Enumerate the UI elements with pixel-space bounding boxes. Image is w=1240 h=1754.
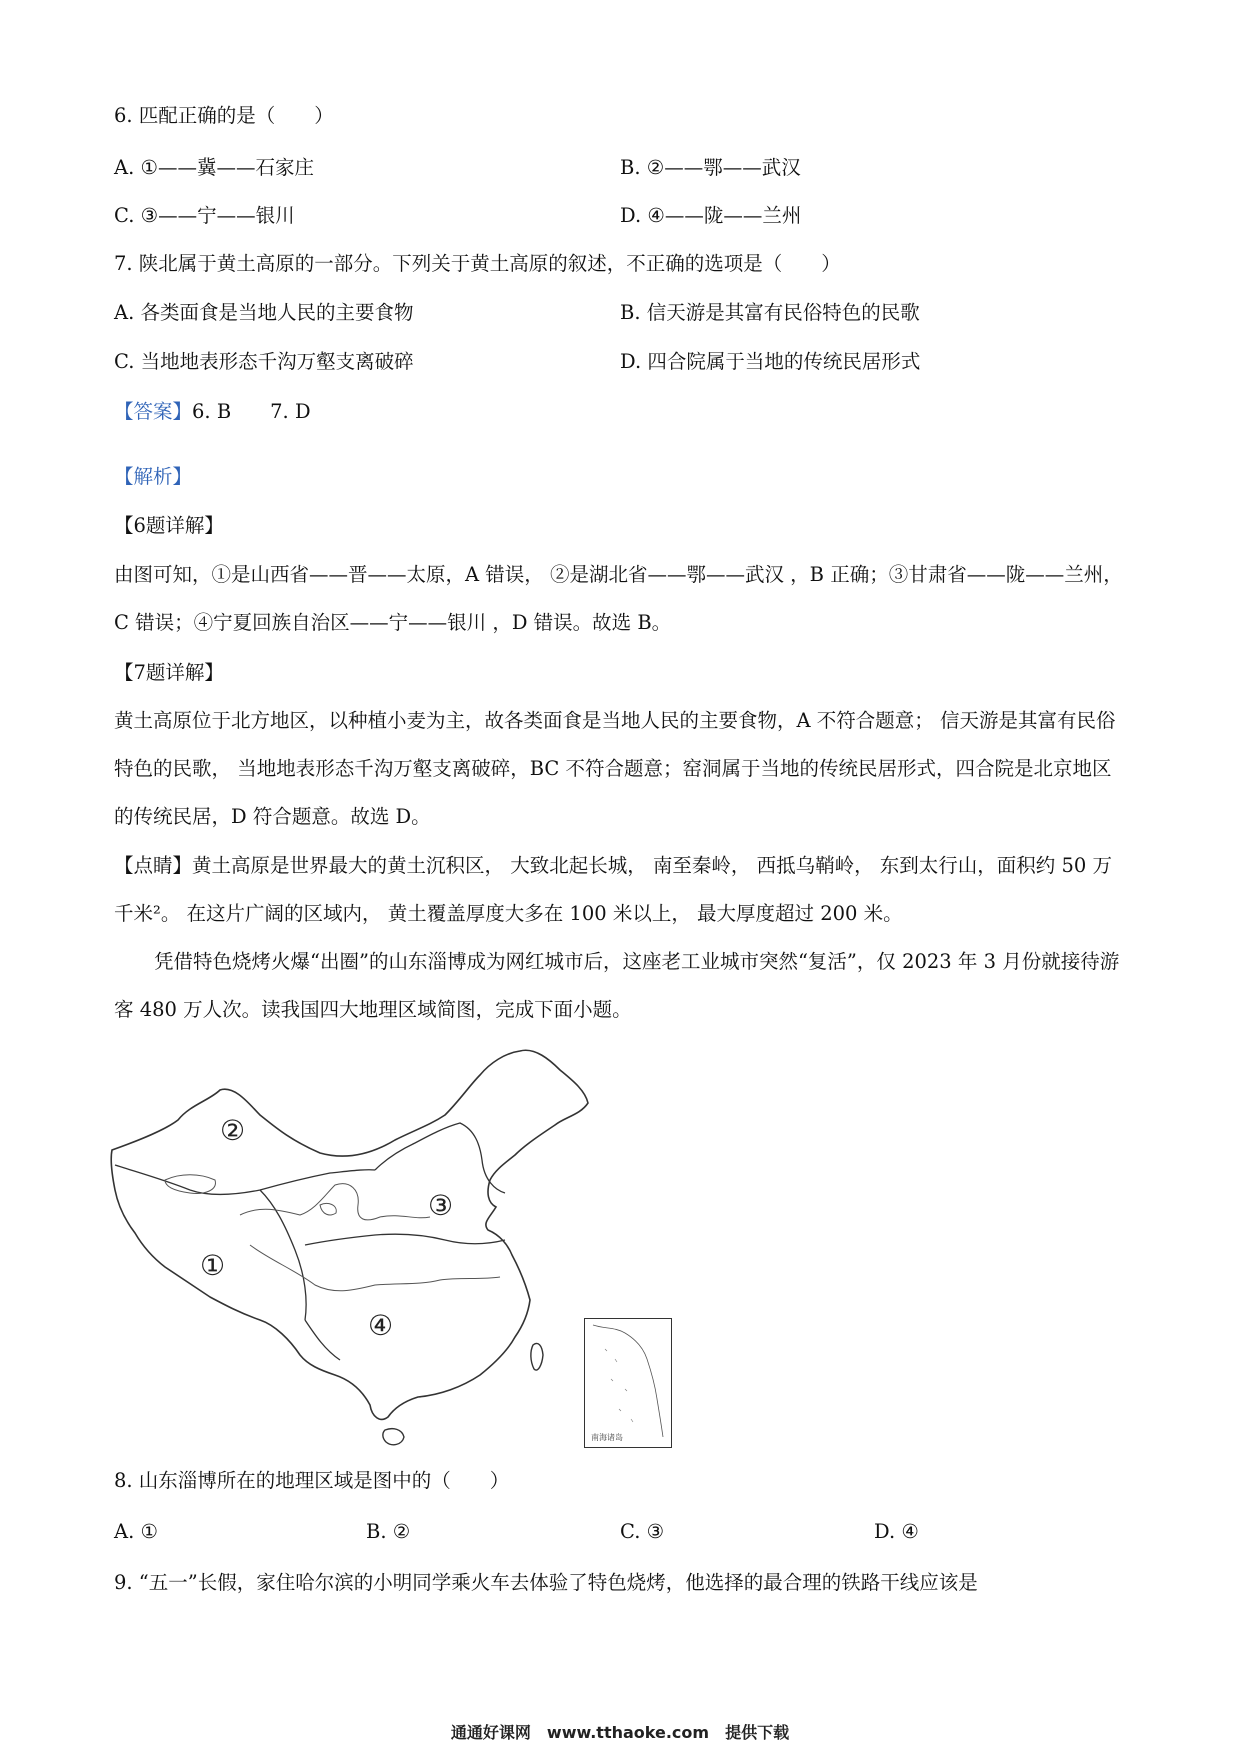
taiwan-island bbox=[531, 1343, 543, 1370]
northwest-boundary bbox=[115, 1165, 375, 1195]
inset-coastline bbox=[585, 1319, 671, 1447]
q6-option-a: A. ①——冀——石家庄 bbox=[114, 156, 314, 179]
q8-option-d: D. ④ bbox=[874, 1520, 919, 1543]
page-footer: 通通好课网 www.tthaoke.com 提供下载 bbox=[450, 1723, 790, 1742]
q7-option-b: B. 信天游是其富有民俗特色的民歌 bbox=[620, 301, 920, 324]
q7-option-c: C. 当地地表形态千沟万壑支离破碎 bbox=[114, 350, 414, 373]
analysis-label: 【解析】 bbox=[114, 465, 193, 488]
region-4-label: ④ bbox=[368, 1309, 394, 1342]
q7-stem: 7. 陕北属于黄土高原的一部分。下列关于黄土高原的叙述，不正确的选项是（ ） bbox=[114, 252, 841, 275]
dianjing-body: 黄土高原是世界最大的黄土沉积区， 大致北起长城， 南至秦岭， 西抵乌鞘岭， 东到太行山，面积约 50 万千米²。 在这片广阔的区域内， 黄土覆盖厚度大多在 100 米以上， 最大厚度超过 200 米。 bbox=[114, 854, 1113, 925]
detail7-body: 黄土高原位于北方地区，以种植小麦为主，故各类面食是当地人民的主要食物，A 不符合题意； 信天游是其富有民俗特色的民歌， 当地地表形态千沟万壑支离破碎，BC 不符合题意；窑洞属于当地的传统民居形式，四合院是北京地区的传统民居，D 符合题意。故选 D。 bbox=[114, 709, 1116, 828]
q7-option-a: A. 各类面食是当地人民的主要食物 bbox=[114, 301, 414, 324]
answer-text: 6. B 7. D bbox=[192, 400, 311, 423]
q6-option-c: C. ③——宁——银川 bbox=[114, 204, 295, 227]
inset-coast-path bbox=[593, 1325, 663, 1437]
region-3-label: ③ bbox=[428, 1189, 454, 1222]
yangtze-river bbox=[250, 1245, 500, 1291]
q8-stem: 8. 山东淄博所在的地理区域是图中的（ ） bbox=[114, 1469, 510, 1492]
q7-option-d: D. 四合院属于当地的传统民居形式 bbox=[620, 350, 921, 373]
inset-label: 南海诸岛 bbox=[591, 1433, 623, 1442]
dianjing-label: 【点睛】 bbox=[114, 854, 193, 877]
north-region-boundary bbox=[375, 1123, 505, 1193]
detail7-title: 【7题详解】 bbox=[114, 661, 224, 684]
detail6-body: 由图可知，①是山西省——晋——太原，A 错误， ②是湖北省——鄂——武汉 ，B 正确；③甘肃省——陇——兰州，C 错误；④宁夏回族自治区——宁——银川 ，D 错误。故选 B。 bbox=[114, 563, 1123, 634]
qinghai-lake bbox=[320, 1203, 336, 1215]
q8-option-b: B. ② bbox=[366, 1520, 411, 1543]
q8-option-a: A. ① bbox=[114, 1520, 158, 1543]
north-south-boundary bbox=[305, 1234, 505, 1245]
china-regions-map bbox=[110, 1045, 630, 1460]
south-west-boundary bbox=[305, 1320, 340, 1360]
q9-stem: 9. “五一”长假，家住哈尔滨的小明同学乘火车去体验了特色烧烤，他选择的最合理的铁路干线应该是 bbox=[114, 1571, 978, 1594]
detail6-title: 【6题详解】 bbox=[114, 514, 224, 537]
answer-line bbox=[114, 399, 311, 425]
q6-option-d: D. ④——陇——兰州 bbox=[620, 204, 802, 227]
china-outline bbox=[111, 1050, 588, 1419]
yellow-river bbox=[240, 1184, 430, 1220]
q6-stem: 6. 匹配正确的是（ ） bbox=[114, 104, 334, 127]
intro-paragraph: 凭借特色烧烤火爆“出圈”的山东淄博成为网红城市后，这座老工业城市突然“复活”，仅 2023 年 3 月份就接待游客 480 万人次。读我国四大地理区域简图，完成下面小题。 bbox=[114, 950, 1120, 1021]
region-1-label: ① bbox=[200, 1249, 226, 1282]
dianjing-block bbox=[114, 842, 1126, 938]
inset-islands-path bbox=[605, 1349, 633, 1422]
answer-label: 【答案】 bbox=[114, 400, 193, 423]
region-2-label: ② bbox=[220, 1114, 246, 1147]
hainan-island bbox=[383, 1429, 404, 1445]
south-china-sea-inset bbox=[584, 1318, 672, 1448]
q6-option-b: B. ②——鄂——武汉 bbox=[620, 156, 801, 179]
q8-option-c: C. ③ bbox=[620, 1520, 665, 1543]
